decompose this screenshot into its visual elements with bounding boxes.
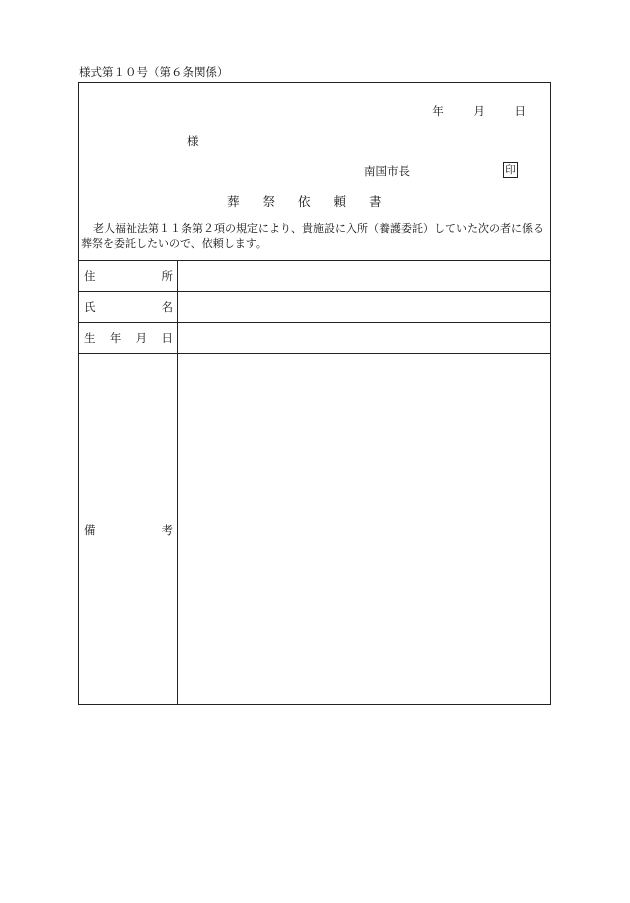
field-value-name[interactable] — [178, 292, 550, 322]
label-char: 考 — [161, 522, 173, 537]
addressee-suffix: 様 — [187, 134, 199, 148]
label-char: 名 — [161, 300, 173, 314]
field-value-address[interactable] — [178, 261, 550, 291]
field-row-birthdate — [79, 322, 550, 353]
label-char: 年 — [109, 331, 122, 345]
field-label-birthdate — [79, 323, 178, 353]
field-value-birthdate[interactable] — [178, 323, 550, 353]
sender-name: 南国市長 — [364, 164, 410, 178]
label-char: 生 — [84, 331, 96, 345]
label-char: 備 — [84, 522, 96, 537]
field-value-remarks[interactable] — [178, 354, 550, 705]
label-char: 月 — [135, 331, 148, 345]
document-title: 葬祭依頼書 — [227, 194, 405, 209]
date-day-label: 日 — [514, 104, 526, 118]
field-row-address — [79, 260, 550, 291]
field-label-remarks — [79, 354, 178, 705]
field-row-remarks — [79, 353, 550, 705]
date-line — [432, 104, 526, 118]
label-char: 氏 — [84, 300, 96, 314]
request-body-text: 老人福祉法第１１条第２項の規定により、貴施設に入所（養護委託）していた次の者に係る葬祭を委託したいので、依頼します。 — [81, 222, 544, 250]
date-month-label: 月 — [473, 104, 485, 118]
field-row-name — [79, 291, 550, 322]
form-number: 様式第１０号（第６条関係） — [79, 65, 229, 79]
field-label-address — [79, 261, 178, 291]
field-label-name — [79, 292, 178, 322]
form-frame — [78, 82, 551, 705]
label-char: 日 — [161, 331, 173, 345]
field-table — [79, 260, 550, 705]
date-year-label: 年 — [432, 104, 444, 118]
label-char: 所 — [161, 269, 173, 283]
label-char: 住 — [84, 269, 96, 283]
form-header — [79, 83, 550, 260]
seal-mark: 印 — [503, 162, 518, 178]
